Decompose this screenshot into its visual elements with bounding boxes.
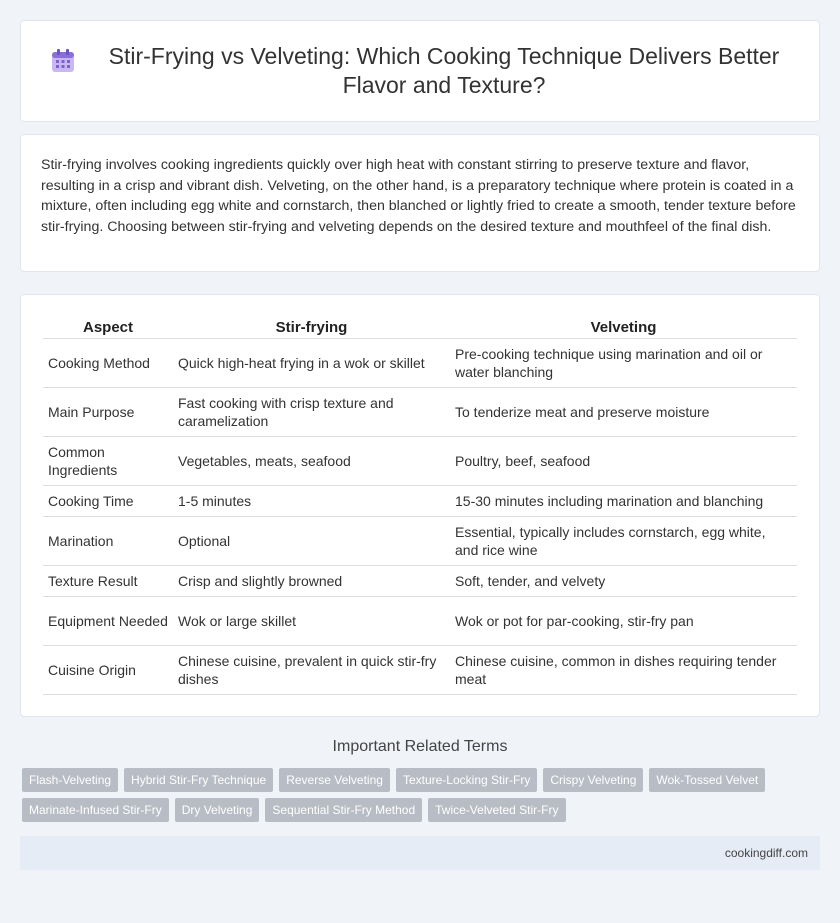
cell-aspect: Cooking Method (43, 339, 173, 388)
cell-velveting: Soft, tender, and velvety (450, 566, 797, 597)
intro-text: Stir-frying involves cooking ingredients quickly over high heat with constant stirring to preserve texture and flavor, resulting in a crisp and vibrant dish. Velveting, on the other hand, is a preparatory technique where protein is coated in a mixture, often including egg white and cornstarch, then blanched or lightly fried to create a smooth, tender texture before stir-frying. Choosing between stir-frying and velveting depends on the desired texture and mouthfeel of the final dish. (41, 157, 796, 235)
cell-aspect: Equipment Needed (43, 597, 173, 646)
header-velveting: Velveting (450, 316, 797, 339)
cell-stir-frying: Fast cooking with crisp texture and caramelization (173, 388, 450, 437)
cell-stir-frying: Crisp and slightly browned (173, 566, 450, 597)
header-aspect: Aspect (43, 316, 173, 339)
cell-velveting: Chinese cuisine, common in dishes requiring tender meat (450, 646, 797, 695)
cell-stir-frying: Optional (173, 517, 450, 566)
related-term-tag[interactable]: Marinate-Infused Stir-Fry (22, 798, 169, 822)
related-terms-title: Important Related Terms (332, 738, 508, 755)
cell-aspect: Cooking Time (43, 486, 173, 517)
title-wrap (50, 42, 790, 100)
cell-stir-frying: Chinese cuisine, prevalent in quick stir-fry dishes (173, 646, 450, 695)
cell-stir-frying: Quick high-heat frying in a wok or skillet (173, 339, 450, 388)
related-term-tag[interactable]: Flash-Velveting (22, 768, 118, 792)
table-row (43, 517, 797, 566)
page-title: Stir-Frying vs Velveting: Which Cooking Technique Delivers Better Flavor and Texture? (108, 43, 780, 98)
comparison-card (20, 294, 820, 717)
cell-aspect: Common Ingredients (43, 437, 173, 486)
cell-aspect: Main Purpose (43, 388, 173, 437)
footer-site-link[interactable]: cookingdiff.com (724, 846, 808, 860)
cell-stir-frying: Wok or large skillet (173, 597, 450, 646)
related-term-tag[interactable]: Reverse Velveting (279, 768, 390, 792)
cell-stir-frying: Vegetables, meats, seafood (173, 437, 450, 486)
cell-velveting: 15-30 minutes including marination and blanching (450, 486, 797, 517)
table-row (43, 646, 797, 695)
related-term-tag[interactable]: Dry Velveting (175, 798, 260, 822)
cell-velveting: Essential, typically includes cornstarch, egg white, and rice wine (450, 517, 797, 566)
related-terms-list (22, 768, 818, 822)
cell-velveting: Poultry, beef, seafood (450, 437, 797, 486)
table-row (43, 339, 797, 388)
cell-aspect: Texture Result (43, 566, 173, 597)
intro-card (20, 134, 820, 272)
cell-aspect: Cuisine Origin (43, 646, 173, 695)
table-row (43, 566, 797, 597)
cell-stir-frying: 1-5 minutes (173, 486, 450, 517)
table-row (43, 388, 797, 437)
table-row (43, 597, 797, 646)
related-term-tag[interactable]: Hybrid Stir-Fry Technique (124, 768, 273, 792)
cell-velveting: Wok or pot for par-cooking, stir-fry pan (450, 597, 797, 646)
table-header-row (43, 316, 797, 339)
cell-aspect: Marination (43, 517, 173, 566)
header-card (20, 20, 820, 122)
cell-velveting: To tenderize meat and preserve moisture (450, 388, 797, 437)
table-row (43, 486, 797, 517)
comparison-table (43, 316, 797, 695)
cell-velveting: Pre-cooking technique using marination and oil or water blanching (450, 339, 797, 388)
related-term-tag[interactable]: Crispy Velveting (543, 768, 643, 792)
calendar-icon (50, 48, 76, 74)
header-stir-frying: Stir-frying (173, 316, 450, 339)
related-term-tag[interactable]: Sequential Stir-Fry Method (265, 798, 422, 822)
table-row (43, 437, 797, 486)
footer (20, 836, 820, 870)
related-term-tag[interactable]: Twice-Velveted Stir-Fry (428, 798, 565, 822)
related-term-tag[interactable]: Wok-Tossed Velvet (649, 768, 765, 792)
related-term-tag[interactable]: Texture-Locking Stir-Fry (396, 768, 537, 792)
